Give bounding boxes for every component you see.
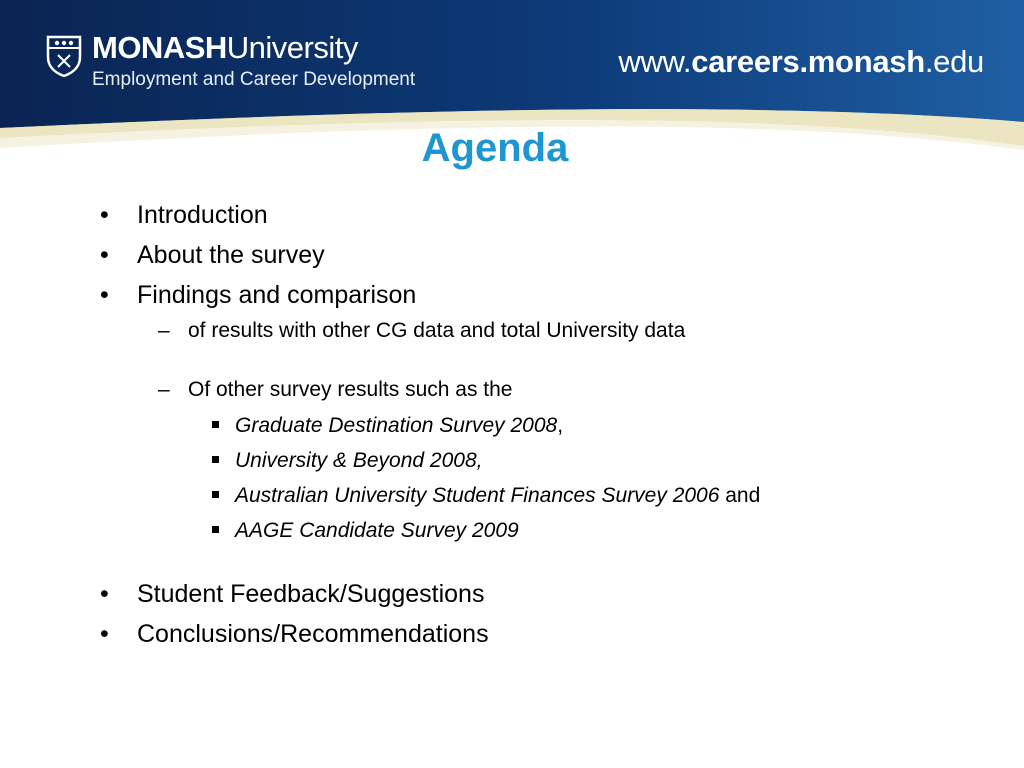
- agenda-item: [100, 240, 325, 270]
- square-bullet-icon: [212, 421, 219, 428]
- bullet-marker: •: [100, 620, 109, 648]
- slide-title: Agenda: [421, 126, 569, 170]
- agenda-item-text: Conclusions/Recommendations: [137, 620, 489, 648]
- agenda-item: [100, 579, 484, 609]
- dash-marker: –: [158, 378, 170, 401]
- survey-item: [212, 518, 519, 544]
- survey-name: University & Beyond 2008,: [235, 449, 483, 472]
- brand-name-bold: MONASH: [92, 30, 227, 65]
- square-bullet-icon: [212, 491, 219, 498]
- agenda-item-text: Findings and comparison: [137, 281, 417, 309]
- survey-name: Australian University Student Finances Survey 2006: [235, 484, 720, 507]
- bullet-marker: •: [100, 201, 109, 229]
- agenda-item-text: Introduction: [137, 201, 268, 229]
- survey-suffix: ,: [557, 414, 564, 437]
- bullet-marker: •: [100, 281, 109, 309]
- survey-item: [212, 448, 482, 474]
- agenda-item-text: About the survey: [137, 241, 325, 269]
- url-suffix: .edu: [924, 44, 984, 79]
- agenda-sub-item: [158, 377, 512, 403]
- agenda-sub-item-text: of results with other CG data and total University data: [188, 319, 686, 342]
- agenda-item: [100, 200, 268, 230]
- department-subtitle: Employment and Career Development: [92, 69, 416, 90]
- agenda-item: [100, 280, 416, 310]
- dash-marker: –: [158, 319, 170, 342]
- agenda-item-text: Student Feedback/Suggestions: [137, 580, 485, 608]
- square-bullet-icon: [212, 526, 219, 533]
- survey-item: [212, 483, 760, 509]
- survey-name: Graduate Destination Survey 2008: [235, 414, 558, 437]
- agenda-item: [100, 619, 489, 649]
- survey-item: [212, 413, 563, 439]
- survey-name: AAGE Candidate Survey 2009: [235, 519, 519, 542]
- bullet-marker: •: [100, 580, 109, 608]
- url-prefix: www.: [618, 44, 692, 79]
- agenda-sub-item-text: Of other survey results such as the: [188, 378, 513, 401]
- square-bullet-icon: [212, 456, 219, 463]
- bullet-marker: •: [100, 241, 109, 269]
- url-domain: careers.monash: [691, 44, 925, 79]
- survey-suffix: and: [719, 484, 761, 507]
- brand-name-light: University: [226, 30, 358, 65]
- agenda-sub-item: [158, 318, 685, 344]
